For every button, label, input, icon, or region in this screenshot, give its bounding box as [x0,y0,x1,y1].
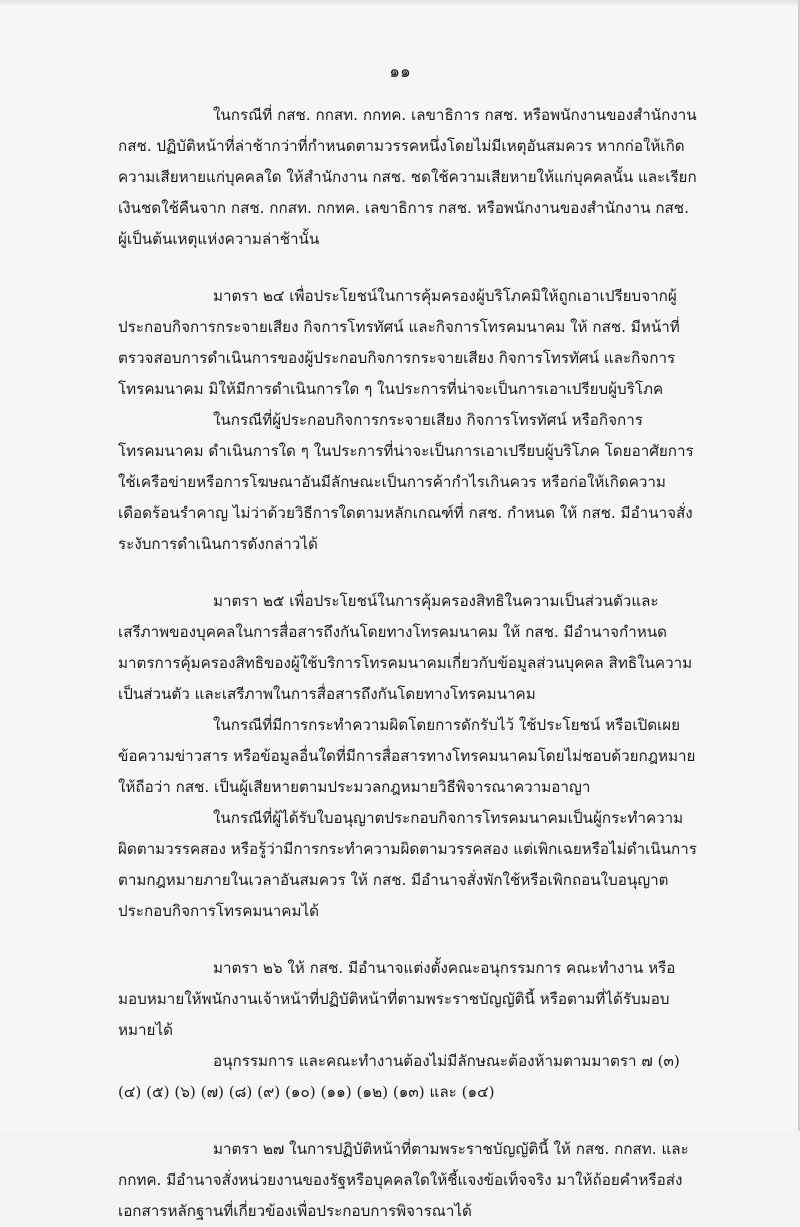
scan-top-edge [0,0,800,6]
paragraph-section-25: มาตรา ๒๕ เพื่อประโยชน์ในการคุ้มครองสิทธิในความเป็นส่วนตัวและเสรีภาพของบุคคลในการสื่อสารถึงกันโดยทางโทรคมนาคม ให้ กสช. มีอำนาจกำหนดมาตรการคุ้มครองสิทธิของผู้ใช้บริการโทรคมนาคมเกี่ยวกับข้อมูลส่วนบุคคล สิทธิในความเป็นส่วนตัว และเสรีภาพในการสื่อสารถึงกันโดยทางโทรคมนาคม [118,592,693,703]
paragraph-section-26-clause-2: อนุกรรมการ และคณะทำงานต้องไม่มีลักษณะต้องห้ามตามมาตรา ๗ (๓) (๔) (๕) (๖) (๗) (๘) (๙) (๑๐) (๑๑) (๑๒) (๑๓) และ (๑๔) [118,1052,680,1101]
page-number: ๑๑ [389,62,411,82]
paragraph-delay-liability: ในกรณีที่ กสช. กกสท. กกทค. เลขาธิการ กสช. หรือพนักงานของสำนักงาน กสช. ปฏิบัติหน้าที่ล่าช้ากว่าที่กำหนดตามวรรคหนึ่งโดยไม่มีเหตุอันสมควร หากก่อให้เกิดความเสียหายแก่บุคคลใด ให้สำนักงาน กสช. ชดใช้ความเสียหายให้แก่บุคคลนั้น และเรียกเงินชดใช้คืนจาก กสช. กกสท. กกทค. เลขาธิการ กสช. หรือพนักงานของสำนักงาน กสช. ผู้เป็นต้นเหตุแห่งความล่าช้านั้น [118,106,697,248]
document-body [118,100,698,1227]
paragraph-section-25-clause-3: ในกรณีที่ผู้ได้รับใบอนุญาตประกอบกิจการโทรคมนาคมเป็นผู้กระทำความผิดตามวรรคสอง หรือรู้ว่ามีการกระทำความผิดตามวรรคสอง แต่เพิกเฉยหรือไม่ดำเนินการตามกฎหมายภายในเวลาอันสมควร ให้ กสช. มีอำนาจสั่งพักใช้หรือเพิกถอนใบอนุญาตประกอบกิจการโทรคมนาคมได้ [118,809,697,920]
paragraph-section-24: มาตรา ๒๔ เพื่อประโยชน์ในการคุ้มครองผู้บริโภคมิให้ถูกเอาเปรียบจากผู้ประกอบกิจการกระจายเสียง กิจการโทรทัศน์ และกิจการโทรคมนาคม ให้ กสช. มีหน้าที่ตรวจสอบการดำเนินการของผู้ประกอบกิจการกระจายเสียง กิจการโทรทัศน์ และกิจการโทรคมนาคม มิให้มีการดำเนินการใด ๆ ในประการที่น่าจะเป็นการเอาเปรียบผู้บริโภค [118,287,680,398]
paragraph-section-25-clause-2: ในกรณีที่มีการกระทำความผิดโดยการดักรับไว้ ใช้ประโยชน์ หรือเปิดเผยข้อความข่าวสาร หรือข้อมูลอื่นใดที่มีการสื่อสารทางโทรคมนาคมโดยไม่ชอบด้วยกฎหมาย ให้ถือว่า กสช. เป็นผู้เสียหายตามประมวลกฎหมายวิธีพิจารณาความอาญา [118,716,696,796]
paragraph-section-24-clause-2: ในกรณีที่ผู้ประกอบกิจการกระจายเสียง กิจการโทรทัศน์ หรือกิจการโทรคมนาคม ดำเนินการใด ๆ ในประการที่น่าจะเป็นการเอาเปรียบผู้บริโภค โดยอาศัยการใช้เครือข่ายหรือการโฆษณาอันมีลักษณะเป็นการค้ากำไรเกินควร หรือก่อให้เกิดความเดือดร้อนรำคาญ ไม่ว่าด้วยวิธีการใดตามหลักเกณฑ์ที่ กสช. กำหนด ให้ กสช. มีอำนาจสั่งระงับการดำเนินการดังกล่าวได้ [118,411,694,553]
paragraph-section-26: มาตรา ๒๖ ให้ กสช. มีอำนาจแต่งตั้งคณะอนุกรรมการ คณะทำงาน หรือมอบหมายให้พนักงานเจ้าหน้าที่ปฏิบัติหน้าที่ตามพระราชบัญญัตินี้ หรือตามที่ได้รับมอบหมายได้ [118,959,676,1039]
paragraph-section-27: มาตรา ๒๗ ในการปฏิบัติหน้าที่ตามพระราชบัญญัตินี้ ให้ กสช. กกสท. และ กกทค. มีอำนาจสั่งหน่วยงานของรัฐหรือบุคคลใดให้ชี้แจงข้อเท็จจริง มาให้ถ้อยคำหรือส่งเอกสารหลักฐานที่เกี่ยวข้องเพื่อประกอบการพิจารณาได้ [118,1140,689,1220]
